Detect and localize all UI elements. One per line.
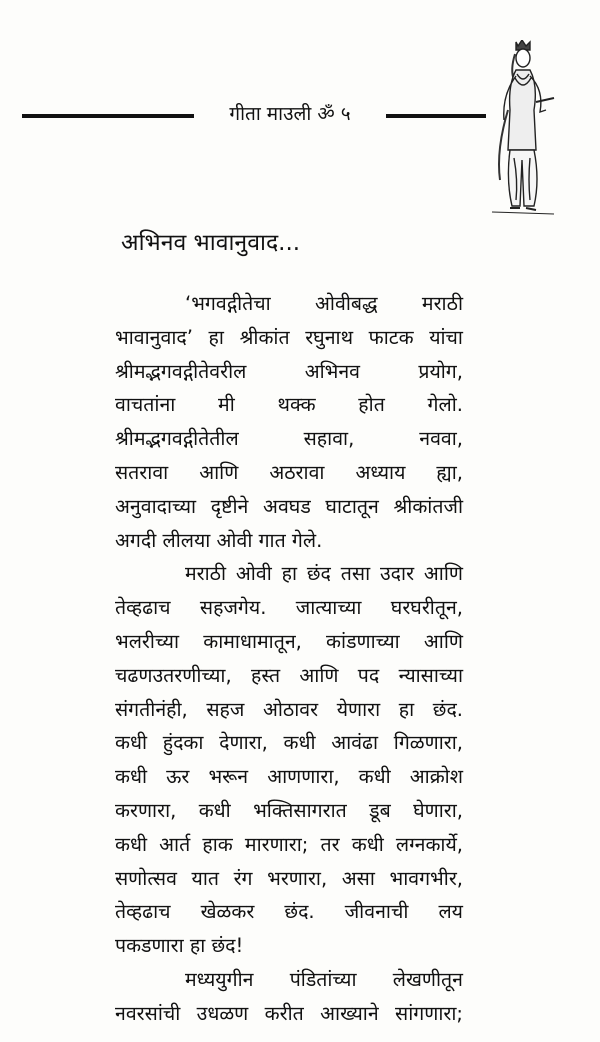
body-text: [115, 287, 463, 1031]
text-line: वाचतांना मी थक्क होत गेलो.: [115, 393, 463, 417]
standing-figure-illustration: [488, 40, 558, 220]
section-title: अभिनव भावानुवाद...: [121, 230, 301, 256]
text-line: चढणउतरणीच्या, हस्त आणि पद न्यासाच्या: [115, 663, 463, 687]
text-line: कधी आर्त हाक मारणारा; तर कधी लग्नकार्ये,: [115, 832, 463, 856]
text-line: अनुवादाच्या दृष्टीने अवघड घाटातून श्रीकांतजी: [115, 494, 463, 518]
text-line: ‘भगवद्गीतेचा ओवीबद्ध मराठी: [185, 292, 463, 315]
text-line: नवरसांची उधळण करीत आख्याने सांगणारा;: [115, 1001, 463, 1025]
text-line: श्रीमद्भगवद्गीतेवरील अभिनव प्रयोग,: [115, 359, 463, 383]
text-line: भावानुवाद’ हा श्रीकांत रघुनाथ फाटक यांचा: [115, 325, 463, 349]
text-line: मध्ययुगीन पंडितांच्या लेखणीतून: [185, 967, 463, 991]
text-line: तेव्हढाच सहजगेय. जात्याच्या घरघरीतून,: [115, 596, 463, 620]
text-line: भलरीच्या कामाधामातून, कांडणाच्या आणि: [115, 629, 463, 653]
text-line: तेव्हढाच खेळकर छंद. जीवनाची लय: [115, 900, 463, 924]
text-line: पकडणारा हा छंद!: [115, 934, 244, 958]
text-line: कधी ऊर भरून आणणारा, कधी आक्रोश: [115, 765, 463, 789]
text-line: कधी हुंदका देणारा, कधी आवंढा गिळणारा,: [115, 731, 463, 755]
header-rule-left: [22, 114, 194, 118]
text-line: मराठी ओवी हा छंद तसा उदार आणि: [185, 562, 463, 586]
text-line: संगतीनंही, सहज ओठावर येणारा हा छंद.: [115, 697, 463, 721]
text-line: सतरावा आणि अठरावा अध्याय ह्या,: [115, 460, 463, 484]
running-head: गीता माउली ॐ ५: [229, 103, 351, 125]
header-rule-right: [386, 114, 486, 118]
text-line: अगदी लीलया ओवी गात गेले.: [115, 528, 323, 552]
text-line: श्रीमद्भगवद्गीतेतील सहावा, नववा,: [115, 427, 463, 451]
text-line: करणारा, कधी भक्तिसागरात डूब घेणारा,: [115, 798, 463, 822]
text-line: सणोत्सव यात रंग भरणारा, असा भावगभीर,: [115, 866, 463, 890]
